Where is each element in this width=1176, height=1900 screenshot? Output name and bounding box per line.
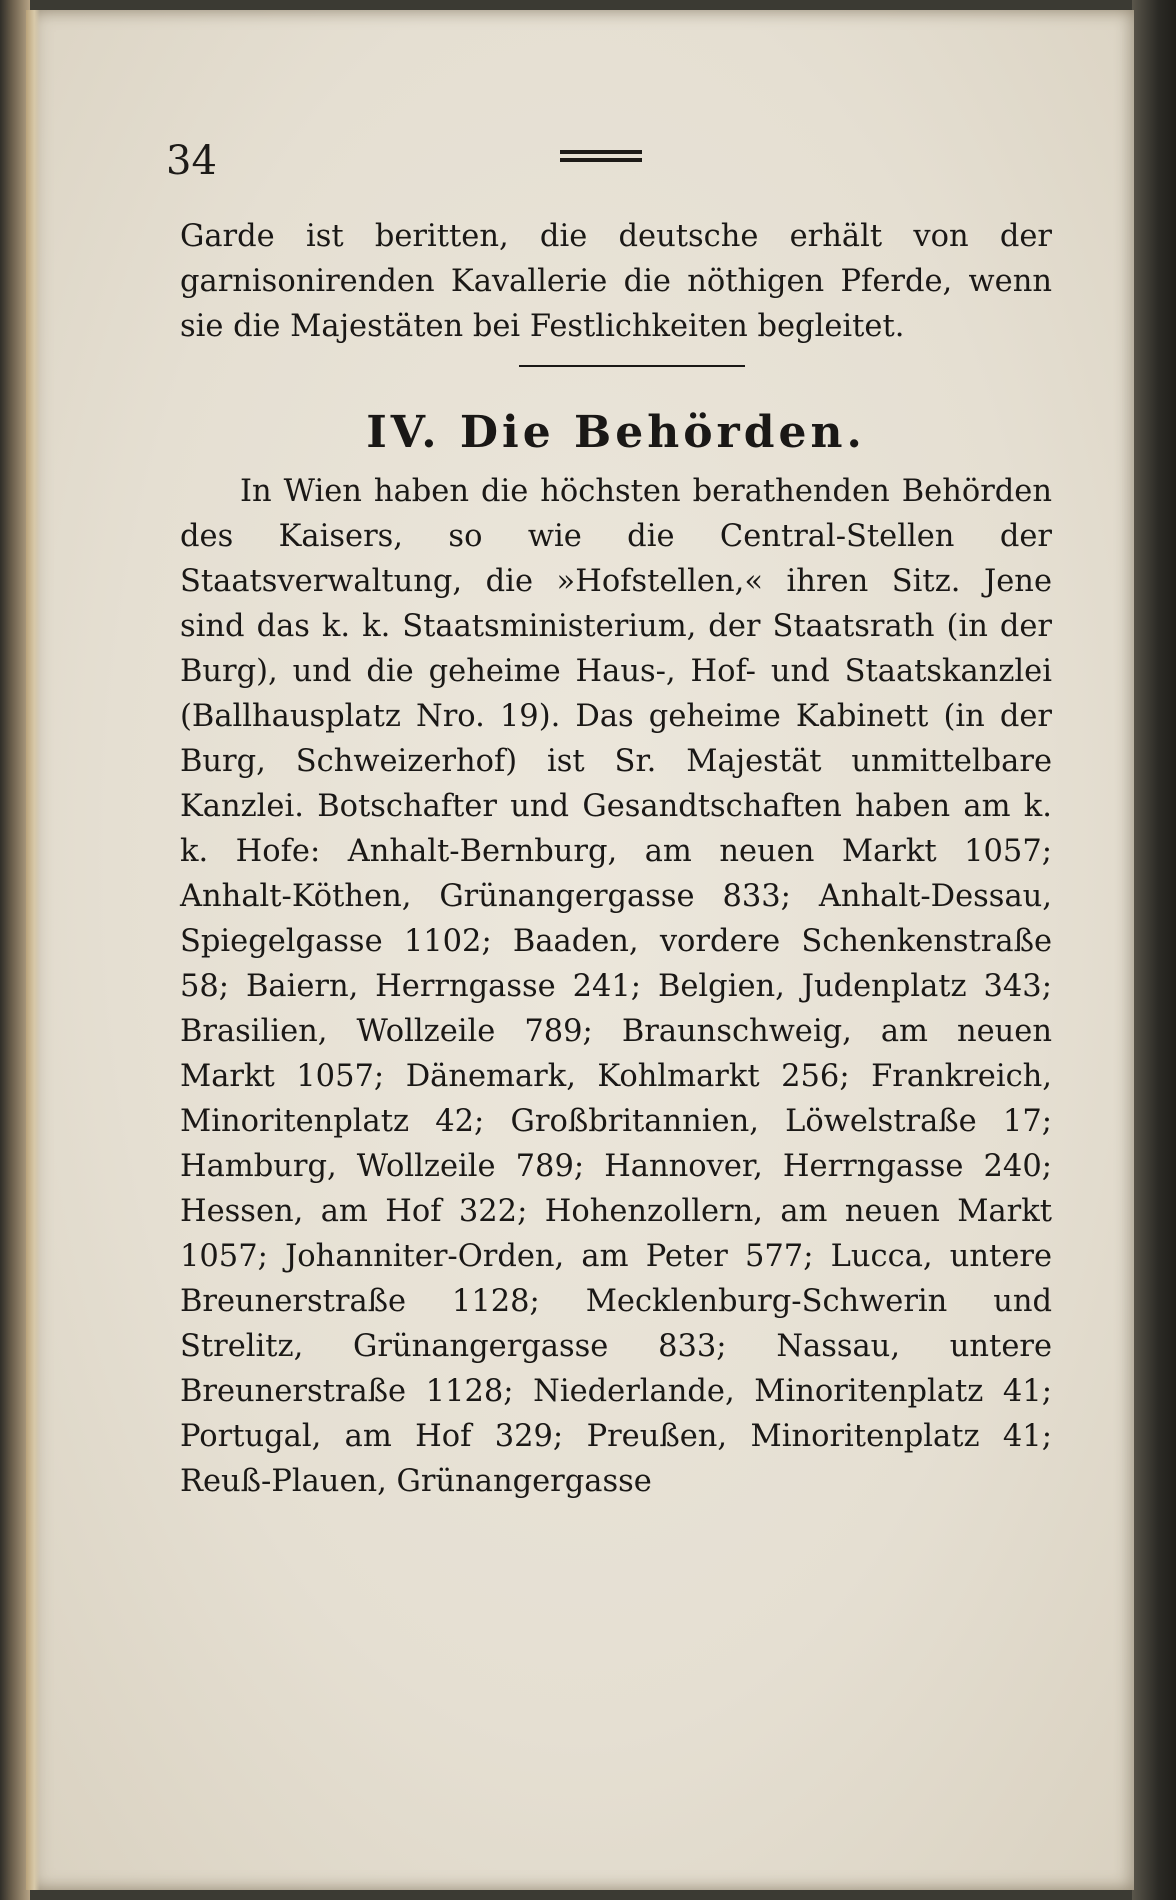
section-divider [519, 365, 745, 367]
right-binding-edge [1132, 0, 1176, 1900]
page-header [166, 138, 1046, 188]
header-double-rule [560, 150, 642, 162]
page-gutter-shadow [26, 10, 40, 1890]
section-heading: IV. Die Behörden. [366, 407, 866, 458]
continuation-paragraph: Garde ist beritten, die deutsche erhält von der garnisonirenden Kavallerie die nöthigen Pferde, wenn sie die Majestäten bei Festlichkeiten begleitet. [180, 219, 1052, 344]
page-text [180, 214, 1052, 1504]
body-paragraph: In Wien haben die höchsten berathenden Behörden des Kaisers, so wie die Central-Stellen der Staatsverwaltung, die »Hofstellen,« ihren Sitz. Jene sind das k. k. Staatsministerium, der Staatsrath (in der Burg), und die geheime Haus-, Hof- und Staatskanzlei (Ballhausplatz Nro. 19). Das geheime Kabinett (in der Burg, Schweizerhof) ist Sr. Majestät unmittelbare Kanzlei. Botschafter und Gesandtschaften haben am k. k. Hofe: Anhalt-Bernburg, am neuen Markt 1057; Anhalt-Köthen, Grünangergasse 833; Anhalt-Dessau, Spiegelgasse 1102; Baaden, vordere Schenkenstraße 58; Baiern, Herrngasse 241; Belgien, Judenplatz 343; Brasilien, Wollzeile 789; Braunschweig, am neuen Markt 1057; Dänemark, Kohlmarkt 256; Frankreich, Minoritenplatz 42; Großbritannien, Löwelstraße 17; Hamburg, Wollzeile 789; Hannover, Herrngasse 240; Hessen, am Hof 322; Hohenzollern, am neuen Markt 1057; Johanniter-Orden, am Peter 577; Lucca, untere Breunerstraße 1128; Mecklenburg-Schwerin und Strelitz, Grünangergasse 833; Nassau, untere Breunerstraße 1128; Niederlande, Minoritenplatz 41; Portugal, am Hof 329; Preußen, Minoritenplatz 41; Reuß-Plauen, Grünangergasse [180, 474, 1052, 1499]
page-number: 34 [166, 138, 217, 184]
